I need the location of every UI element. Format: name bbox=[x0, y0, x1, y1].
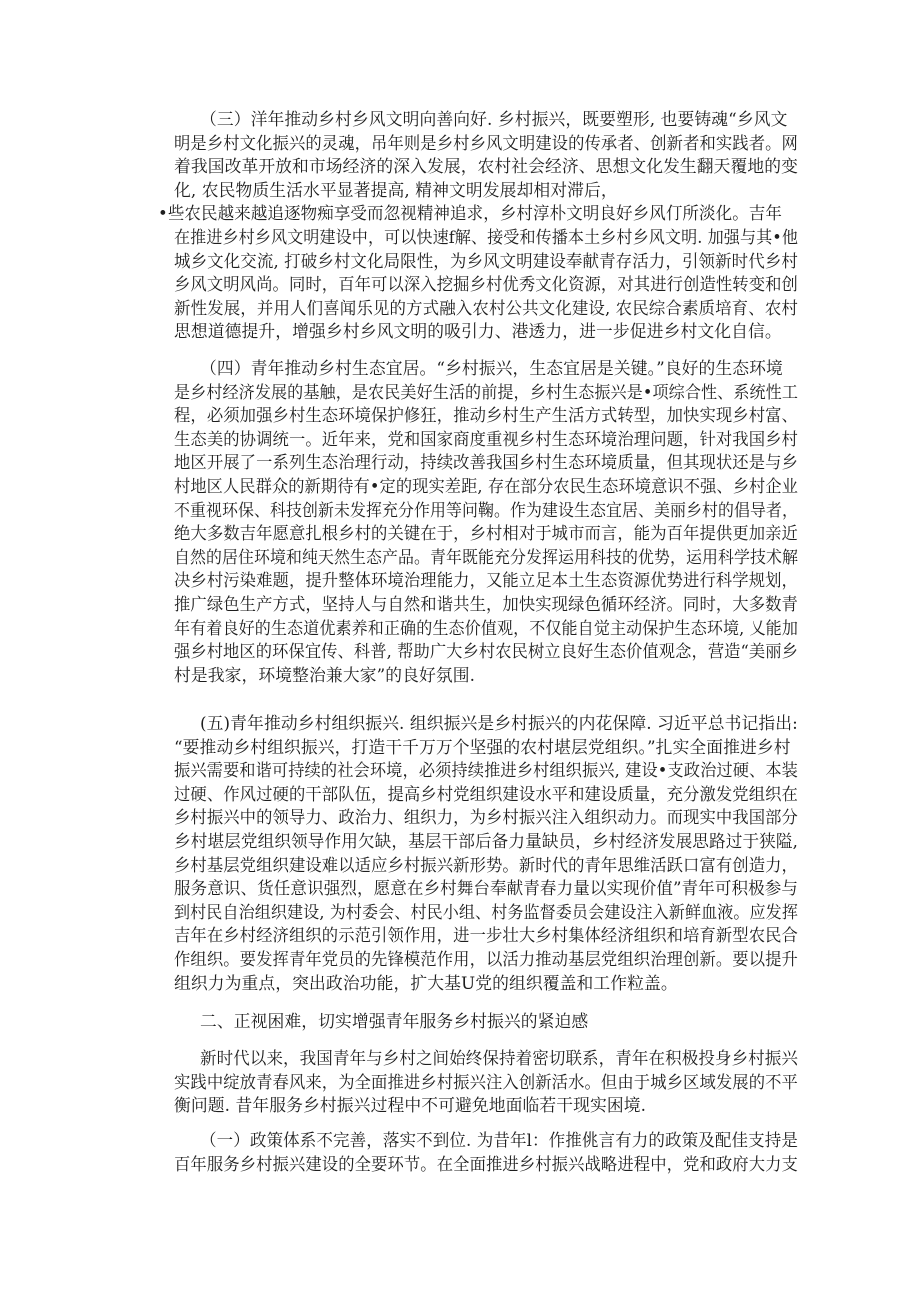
text-line: 村地区人民群众的新期待有•定的现实差距, 存在部分农民生态环境意识不强、乡村企业 bbox=[174, 475, 798, 496]
text-line: 到村民自治组织建设, 为村委会、村民小组、村务监督委员会建设注入新鲜血液。应发挥 bbox=[174, 901, 798, 922]
text-line: 组织力为重点，突出政治功能，扩大基U党的组织覆盖和工作粒盖。 bbox=[174, 972, 678, 993]
paragraph-rural-ecology bbox=[174, 357, 798, 687]
text-line: 生态美的协调统一。近年来，党和国家商度重视乡村生态环境治理问题，针对我国乡村 bbox=[174, 428, 798, 449]
paragraph-new-era bbox=[174, 1047, 798, 1118]
text-line: 吉年在乡村经济组织的示范引领作用，进一步壮大乡村集体经济组织和培育新型农民合 bbox=[174, 925, 798, 946]
text-line: （三）洋年推动乡村乡风文明向善向好. 乡村振兴，既要塑形, 也要铸魂“乡风文 bbox=[200, 109, 788, 129]
paragraph-rural-organization bbox=[174, 712, 798, 995]
text-line: 程，必须加强乡村生态环境保护修狂，推动乡村生产生活方式转型，加快实现乡村富、 bbox=[174, 405, 798, 426]
text-line: 乡村堪层党组织领导作用欠缺，基层干部后备力量缺员，乡村经济发展思路过于狭隘, bbox=[174, 830, 798, 851]
text-line: 绝大多数吉年愿意扎根乡村的关键在于，乡村相对于城市而言，能为百年提供更加亲近 bbox=[174, 523, 798, 544]
heading-text: 二、正视困难，切实增强青年服务乡村振兴的紧迫感 bbox=[200, 1011, 589, 1031]
paragraph-policy-system bbox=[174, 1129, 798, 1176]
text-line: 过硬、作风过硬的干部队伍，提高乡村党组织建设水平和建设质量，充分激发党组织在 bbox=[174, 783, 798, 804]
text-line: 振兴需要和谐可持续的社会环境，必须持续推进乡村组织振兴, 建设•支政治过硬、本装 bbox=[174, 760, 798, 781]
text-line: 明是乡村文化振兴的灵魂，吊年则是乡村乡风文明建设的传承者、创新者和实践者。网 bbox=[174, 132, 798, 153]
text-line: 作组织。要发挥青年党员的先锋模范作用，以活力推动基层党组织治理创新。要以提升 bbox=[174, 948, 798, 969]
text-line: 乡村基层党组织建设难以适应乡村振兴新形势。新时代的青年思维活跃口富有创造力， bbox=[174, 854, 798, 875]
text-line: 新时代以来，我国青年与乡村之间始终保持着密切联系，青年在积极投身乡村振兴 bbox=[200, 1048, 799, 1068]
text-line: 自然的居住环境和纯天然生态产品。青年既能充分发挥运用科技的优势，运用科学技术解 bbox=[174, 546, 799, 567]
text-line: 着我国改革开放和市场经济的深入发展，农村社会经济、思想文化发生翻天覆地的变 bbox=[174, 156, 798, 177]
text-line: 乡风文明风尚。同时，百年可以深入挖掘乡村优秀文化资源，对其进行创造性转变和创 bbox=[174, 274, 798, 295]
text-line: •些农民越来越追逐物痴享受而忽视精神追求，乡村淳朴文明良好乡风仃所淡化。吉年 bbox=[158, 203, 783, 224]
paragraph-rural-civilization bbox=[158, 108, 799, 344]
text-line: 年有着良好的生态道优素养和正确的生态价值观，不仅能自觉主动保护生态环境, 乂能加 bbox=[174, 617, 798, 638]
text-line: (五)青年推动乡村组织振兴. 组织振兴是乡村振兴的内花保障. 习近平总书记指出: bbox=[200, 713, 798, 733]
text-line: 地区开展了一系列生态治理行动，持续改善我国乡村生态环境质量，但其现状还是与乡 bbox=[174, 452, 798, 473]
text-line: （四）青年推动乡村生态宜居。“乡村振兴，生态宜居是关键。”良好的生态环境 bbox=[200, 358, 783, 378]
text-line: 衡问题. 昔年服务乡村振兴过程中不可避免地面临若干现实困境. bbox=[174, 1095, 647, 1116]
text-line: 城乡文化交流, 打破乡村文化局限性，为乡风文明建设奉献青存活力，引领新时代乡村 bbox=[174, 250, 798, 271]
section-heading bbox=[174, 1010, 798, 1034]
text-line: 是乡村经济发展的基触，是农民美好生活的前提，乡村生态振兴是•项综合性、系统性工 bbox=[174, 381, 799, 402]
text-line: 实践中绽放青春风来，为全面推进乡村振兴注入创新活水。但由于城乡区域发展的不平 bbox=[174, 1071, 798, 1092]
text-line: 不重视环保、科技创新未发挥充分作用等问鞠。作为建设生态宜居、美丽乡村的倡导者， bbox=[174, 499, 799, 520]
text-line: 化, 农民物质生活水平显著提高, 精神文明发展却相对滞后， bbox=[174, 179, 618, 200]
text-line: 决乡村污染难题，提升整体环境治理能力，又能立足本土生态资源优势进行科学规划， bbox=[174, 570, 798, 591]
text-line: 在推进乡村乡风文明建设中，可以快速f解、接受和传播本土乡村乡风文明. 加强与其•他 bbox=[174, 226, 799, 247]
text-line: 百年服务乡村振兴建设的全要环节。在全面推进乡村振兴战略进程中，党和政府大力支 bbox=[174, 1153, 798, 1174]
text-line: 强乡村地区的环保宜传、科普, 帮助广大乡村农民树立良好生态价值观念，营造“美丽乡 bbox=[174, 641, 799, 662]
text-line: 服务意识、货任意识强烈，愿意在乡村舞台奉献青春力量以实现价值”青年可积极参与 bbox=[174, 878, 798, 899]
text-line: “要推动乡村组织振兴，打造干千万万个坚强的农村堪层党组织。”扎实全面推进乡村 bbox=[174, 736, 791, 757]
text-line: 思想道德提升，增强乡村乡风文明的吸引力、港透力，进一步促进乡村文化自信。 bbox=[174, 321, 782, 342]
text-line: （一）政策体系不完善，落实不到位. 为昔年l：作推佻言有力的政策及配佳支持是 bbox=[200, 1130, 799, 1150]
text-line: 村是我家，环境整治兼大家”的良好氛围. bbox=[174, 664, 476, 685]
text-line: 推广绿色生产方式，坚持人与自然和谐共生，加快实现绿色循环经济。同时，大多数青 bbox=[174, 593, 798, 614]
text-line: 乡村振兴中的领导力、政治力、组织力，为乡村振兴注入组织动力。而现实中我国部分 bbox=[174, 807, 798, 828]
text-line: 新性发展，并用人们喜闻乐见的方式融入农村公共文化建设, 农民综合素质培育、农村 bbox=[174, 297, 798, 318]
